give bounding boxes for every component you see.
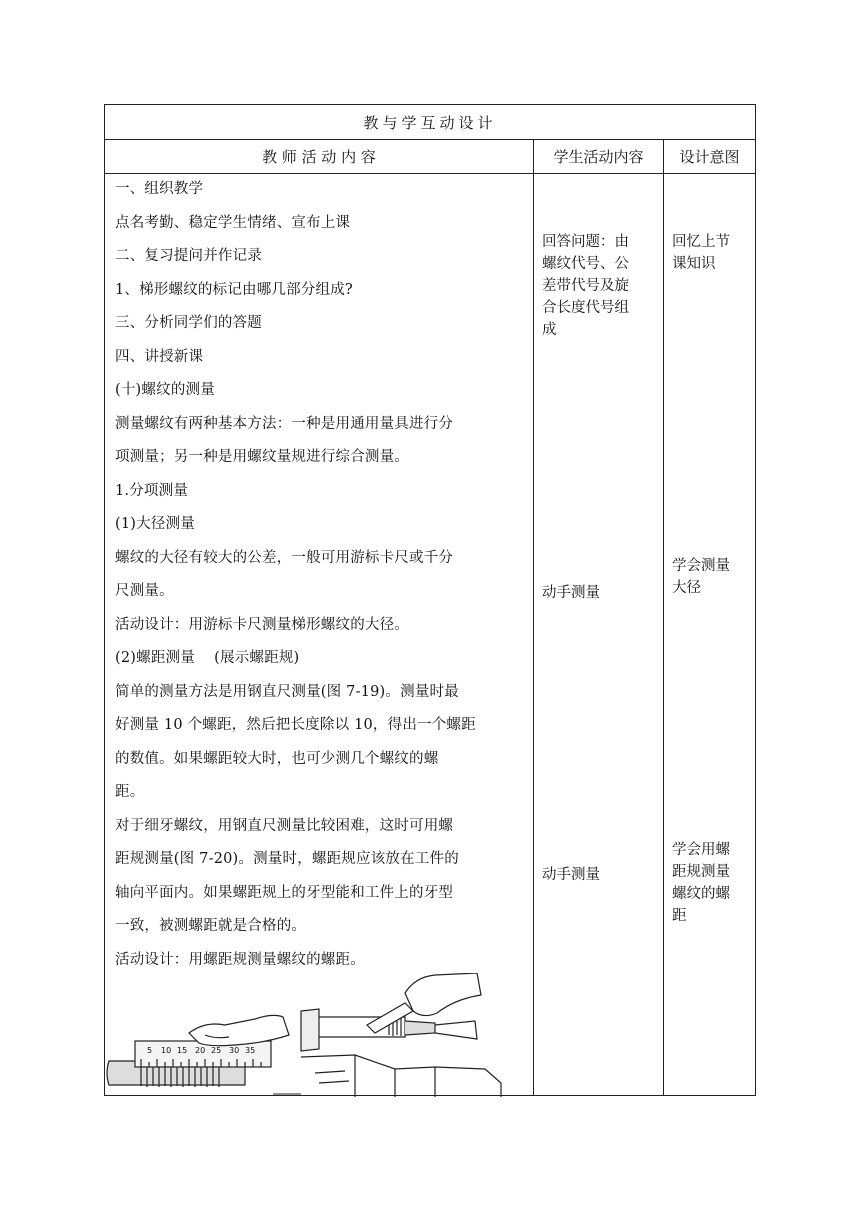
teacher-line: 1.分项测量 <box>115 482 189 499</box>
ruler-tick-labels <box>147 1046 255 1055</box>
interaction-design-table <box>104 104 756 1096</box>
student-answer-line: 成 <box>542 322 557 338</box>
teacher-line: 尺测量。 <box>115 583 174 599</box>
teacher-line: (2)螺距测量 (展示螺距规) <box>115 650 300 666</box>
design-line: 回忆上节 <box>672 234 730 250</box>
teacher-line: 简单的测量方法是用钢直尺测量(图 7-19)。测量时最 <box>115 683 459 700</box>
design-diameter <box>672 555 730 599</box>
header-teacher-activity: 教 师 活 动 内 容 <box>262 147 376 166</box>
ruler-tick-label: 20 <box>195 1046 206 1055</box>
student-measure-pitch: 动手测量 <box>542 867 600 883</box>
teacher-line: 轴向平面内。如果螺距规上的牙型能和工件上的牙型 <box>115 884 454 901</box>
teacher-line: 一致，被测螺距就是合格的。 <box>115 918 307 934</box>
teacher-line: 一、组织教学 <box>115 181 204 197</box>
design-line: 课知识 <box>672 256 716 272</box>
design-recall <box>672 231 730 275</box>
teacher-line: 项测量；另一种是用螺纹量规进行综合测量。 <box>115 449 409 465</box>
steel-ruler-pitch-illustration <box>105 973 533 1097</box>
teacher-line: 点名考勤、稳定学生情绪、宣布上课 <box>115 214 351 231</box>
design-line: 学会用螺 <box>672 842 730 858</box>
design-pitch <box>672 839 730 927</box>
table-title: 教与学互动设计 <box>363 113 497 132</box>
hand-right <box>405 973 481 1016</box>
teacher-line: (1)大径测量 <box>115 516 195 532</box>
teacher-line: 的数值。如果螺距较大时，也可少测几个螺纹的螺 <box>115 750 439 767</box>
student-answer <box>542 231 660 341</box>
teacher-line: 好测量 10 个螺距，然后把长度除以 10，得出一个螺距 <box>115 717 476 733</box>
ruler-tick-label: 30 <box>229 1046 240 1055</box>
teacher-line: 四、讲授新课 <box>115 348 204 365</box>
header-student-activity: 学生活动内容 <box>553 147 644 166</box>
hand-left <box>189 1015 289 1045</box>
teacher-line: 二、复习提问并作记录 <box>115 248 262 264</box>
lathe-bed <box>301 1055 501 1097</box>
design-line: 大径 <box>672 580 701 596</box>
ruler-tick-label: 5 <box>147 1046 153 1055</box>
student-answer-line: 合长度代号组 <box>542 300 629 316</box>
student-answer-line: 回答问题：由 <box>542 234 629 250</box>
teacher-line: 三、分析同学们的答题 <box>115 315 262 331</box>
teacher-line: 活动设计：用螺距规测量螺纹的螺距。 <box>115 951 365 968</box>
design-line: 距 <box>672 908 687 924</box>
design-line: 距规测量 <box>672 864 730 880</box>
teacher-line: (十)螺纹的测量 <box>115 382 215 398</box>
ruler-tick-label: 15 <box>177 1046 188 1055</box>
measurement-figures <box>105 973 533 1097</box>
column-divider <box>663 139 664 1095</box>
ruler-tick-label: 10 <box>161 1046 172 1055</box>
column-divider <box>533 139 534 1095</box>
student-measure-diameter: 动手测量 <box>542 585 600 601</box>
teacher-line: 距。 <box>115 784 145 800</box>
ruler-tick-label: 25 <box>211 1046 222 1055</box>
student-answer-line: 差带代号及旋 <box>542 278 629 294</box>
student-answer-line: 螺纹代号、公 <box>542 256 629 272</box>
ruler-tick-label: 35 <box>245 1046 256 1055</box>
teacher-line: 螺纹的大径有较大的公差，一般可用游标卡尺或千分 <box>115 549 454 566</box>
teacher-line: 活动设计：用游标卡尺测量梯形螺纹的大径。 <box>115 616 409 633</box>
header-design-intent: 设计意图 <box>679 147 740 166</box>
teacher-line: 距规测量(图 7-20)。测量时，螺距规应该放在工件的 <box>115 851 459 867</box>
design-line: 学会测量 <box>672 558 730 574</box>
teacher-activity-content <box>115 173 529 977</box>
design-line: 螺纹的螺 <box>672 886 730 902</box>
teacher-line: 对于细牙螺纹，用钢直尺测量比较困难，这时可用螺 <box>115 817 454 834</box>
teacher-line: 1、梯形螺纹的标记由哪几部分组成? <box>115 281 353 298</box>
teacher-line: 测量螺纹有两种基本方法：一种是用通用量具进行分 <box>115 415 454 432</box>
